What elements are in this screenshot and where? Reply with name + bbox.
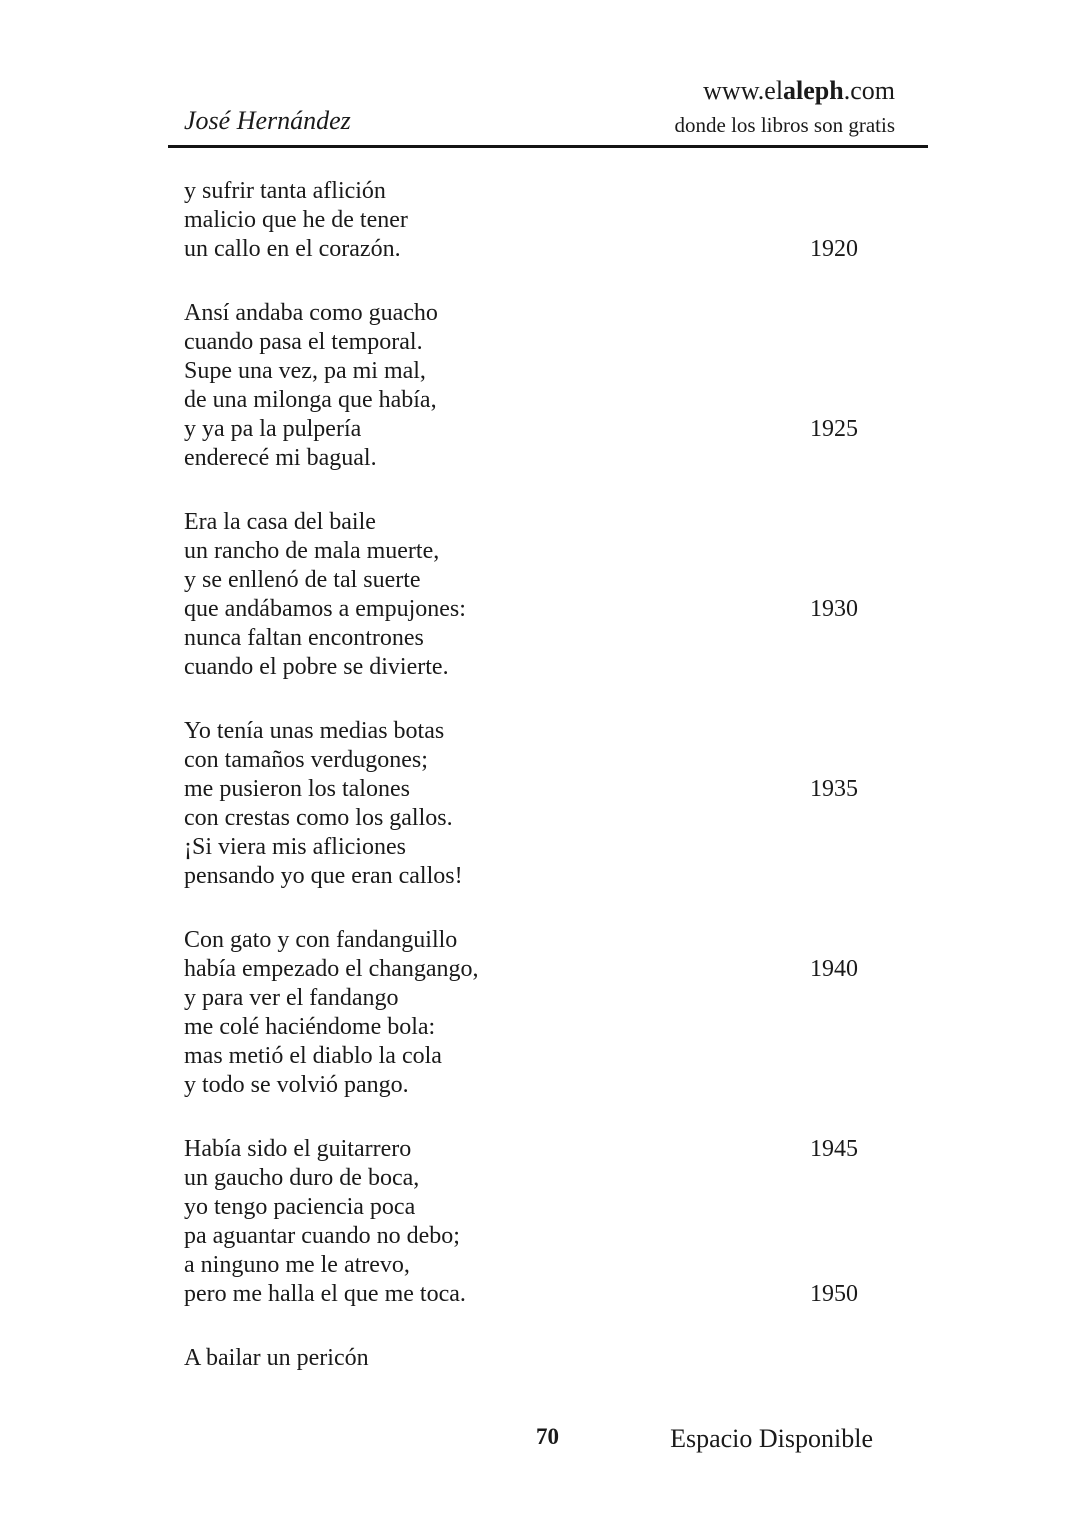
- poem-line-text: y todo se volvió pango.: [184, 1072, 409, 1098]
- poem-line: [184, 508, 858, 537]
- poem-line-text: de una milonga que había,: [184, 387, 437, 413]
- footer-note: Espacio Disponible: [670, 1424, 873, 1453]
- stanza: [184, 717, 858, 891]
- stanza: [184, 1344, 858, 1373]
- poem-line: [184, 862, 858, 891]
- poem-line: [184, 624, 858, 653]
- poem-line-text: y sufrir tanta aflición: [184, 178, 386, 204]
- poem-line-text: pero me halla el que me toca.: [184, 1281, 466, 1307]
- poem-line: [184, 833, 858, 862]
- poem-line-text: Ansí andaba como guacho: [184, 300, 438, 326]
- poem-line-text: enderecé mi bagual.: [184, 445, 377, 471]
- poem-line: [184, 1164, 858, 1193]
- poem-line: [184, 357, 858, 386]
- poem-line: [184, 235, 858, 264]
- poem-line: [184, 653, 858, 682]
- author-name: José Hernández: [184, 106, 351, 135]
- poem-line-text: un callo en el corazón.: [184, 236, 401, 262]
- poem-line-text: había empezado el changango,: [184, 956, 479, 982]
- poem-line-text: y ya pa la pulpería: [184, 416, 362, 442]
- poem-line: [184, 328, 858, 357]
- poem-line-text: Era la casa del baile: [184, 509, 376, 535]
- poem-line: [184, 537, 858, 566]
- poem-line-text: ¡Si viera mis afliciones: [184, 834, 406, 860]
- site-url-prefix: www.el: [703, 76, 784, 105]
- poem-line: [184, 206, 858, 235]
- stanza: [184, 926, 858, 1100]
- poem-line-text: yo tengo paciencia poca: [184, 1194, 416, 1220]
- poem-line-text: cuando pasa el temporal.: [184, 329, 423, 355]
- site-url-suffix: .com: [843, 76, 895, 105]
- poem-line-text: Con gato y con fandanguillo: [184, 927, 458, 953]
- verse-number: 1940: [810, 956, 858, 982]
- poem-line-text: pensando yo que eran callos!: [184, 863, 463, 889]
- header-right-block: [675, 76, 896, 138]
- poem-line-text: que andábamos a empujones:: [184, 596, 466, 622]
- poem-line-text: cuando el pobre se divierte.: [184, 654, 449, 680]
- poem-line: [184, 775, 858, 804]
- site-url: [675, 76, 896, 106]
- poem-body: [184, 177, 858, 1373]
- poem-line-text: me colé haciéndome bola:: [184, 1014, 436, 1040]
- poem-line-text: un rancho de mala muerte,: [184, 538, 440, 564]
- poem-line-text: mas metió el diablo la cola: [184, 1043, 442, 1069]
- stanza: [184, 508, 858, 682]
- poem-line: [184, 386, 858, 415]
- poem-line: [184, 1222, 858, 1251]
- poem-line: [184, 1193, 858, 1222]
- poem-line-text: y para ver el fandango: [184, 985, 399, 1011]
- poem-line: [184, 1344, 858, 1373]
- poem-line-text: un gaucho duro de boca,: [184, 1165, 420, 1191]
- poem-line: [184, 566, 858, 595]
- verse-number: 1920: [810, 236, 858, 262]
- poem-line: [184, 1071, 858, 1100]
- poem-line: [184, 415, 858, 444]
- poem-line: [184, 926, 858, 955]
- verse-number: 1925: [810, 416, 858, 442]
- stanza: [184, 1135, 858, 1309]
- poem-line: [184, 595, 858, 624]
- poem-line: [184, 804, 858, 833]
- poem-line: [184, 746, 858, 775]
- poem-line: [184, 1280, 858, 1309]
- poem-line-text: Supe una vez, pa mi mal,: [184, 358, 426, 384]
- verse-number: 1935: [810, 776, 858, 802]
- poem-line-text: Yo tenía unas medias botas: [184, 718, 445, 744]
- poem-line: [184, 955, 858, 984]
- poem-line: [184, 177, 858, 206]
- poem-line-text: Había sido el guitarrero: [184, 1136, 412, 1162]
- stanza: [184, 299, 858, 473]
- poem-line: [184, 299, 858, 328]
- poem-line-text: malicio que he de tener: [184, 207, 408, 233]
- stanza: [184, 177, 858, 264]
- poem-line-text: con crestas como los gallos.: [184, 805, 453, 831]
- header-rule: [168, 145, 928, 148]
- poem-line-text: pa aguantar cuando no debo;: [184, 1223, 460, 1249]
- poem-line-text: con tamaños verdugones;: [184, 747, 428, 773]
- verse-number: 1945: [810, 1136, 858, 1162]
- site-tagline: donde los libros son gratis: [674, 113, 895, 137]
- poem-line: [184, 1013, 858, 1042]
- poem-line: [184, 984, 858, 1013]
- poem-line: [184, 444, 858, 473]
- poem-line: [184, 717, 858, 746]
- verse-number: 1930: [810, 596, 858, 622]
- poem-line-text: y se enllenó de tal suerte: [184, 567, 421, 593]
- poem-line: [184, 1042, 858, 1071]
- poem-line: [184, 1251, 858, 1280]
- verse-number: 1950: [810, 1281, 858, 1307]
- poem-line-text: me pusieron los talones: [184, 776, 410, 802]
- page-number: 70: [536, 1424, 559, 1449]
- poem-line-text: nunca faltan encontrones: [184, 625, 424, 651]
- poem-line: [184, 1135, 858, 1164]
- poem-line-text: a ninguno me le atrevo,: [184, 1252, 410, 1278]
- poem-line-text: A bailar un pericón: [184, 1345, 369, 1371]
- site-url-brand: aleph: [783, 76, 844, 105]
